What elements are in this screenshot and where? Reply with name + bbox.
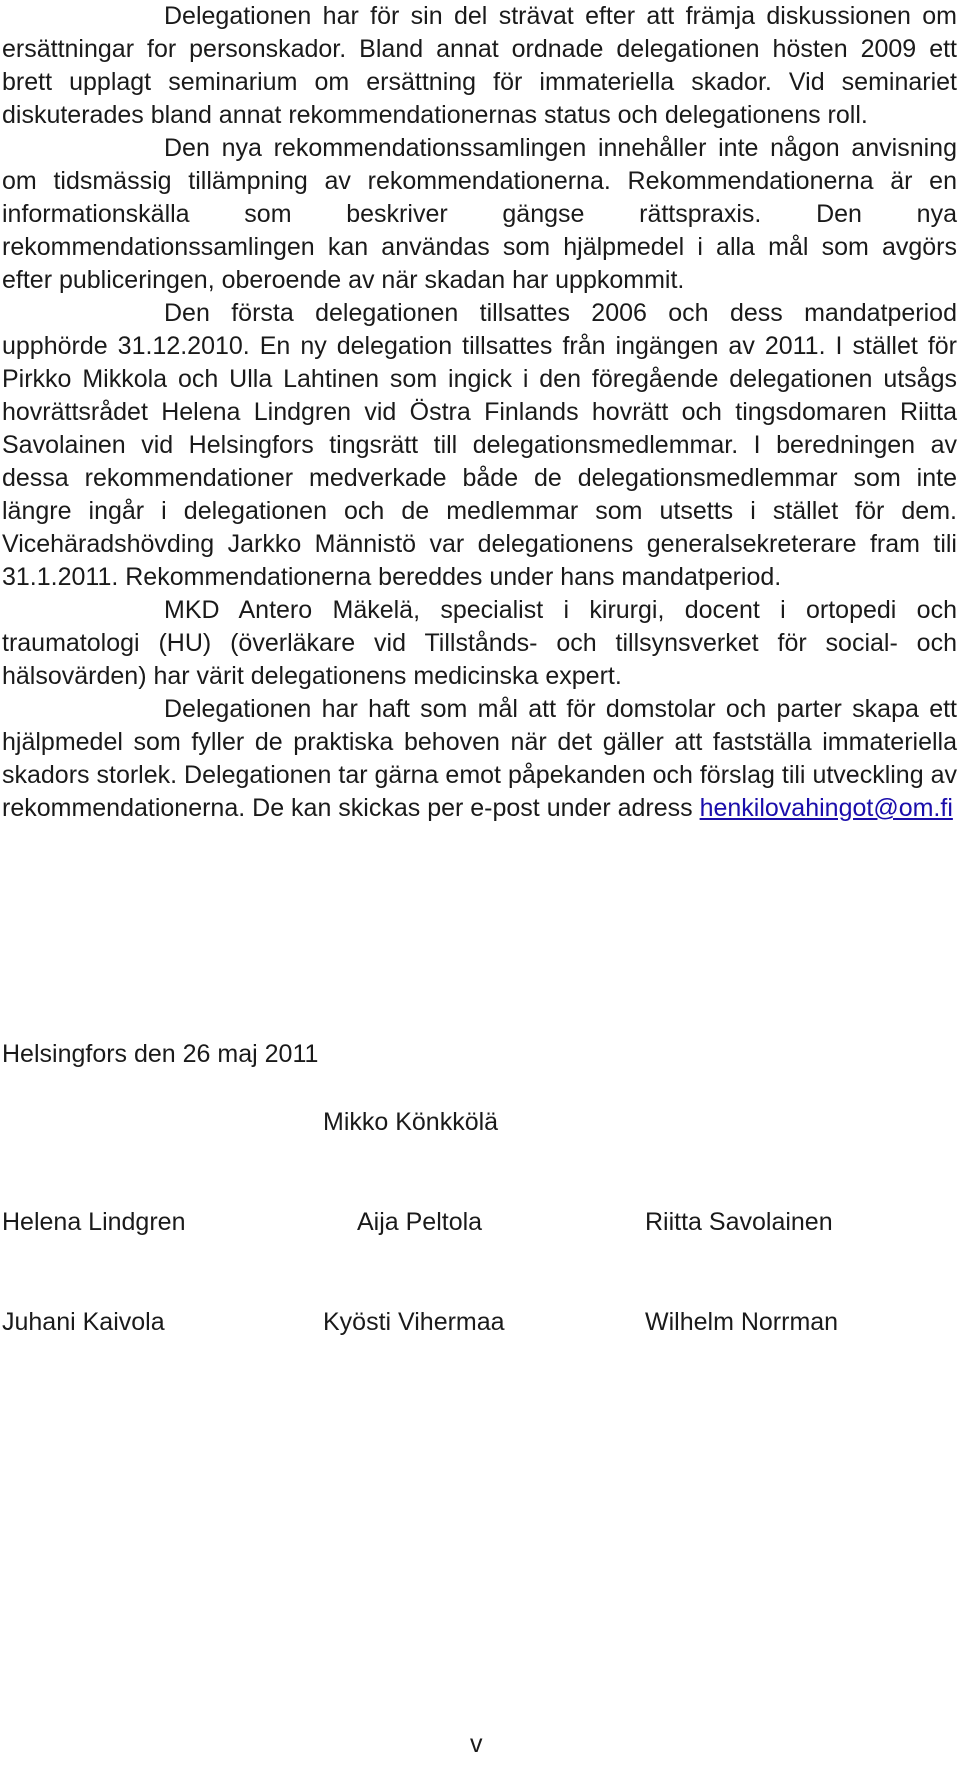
member-name: Aija Peltola (357, 1208, 483, 1236)
paragraph-delegation-members (2, 297, 957, 594)
paragraph-text: MKD Antero Mäkelä, specialist i kirurgi, docent i ortopedi och traumatologi (HU) (överläkare vid Tillstånds- och tillsynsverket för social- och hälsovärden) har värit delegationens medicinska expert. (2, 596, 957, 690)
paragraph-text: Delegationen har för sin del strävat efter att främja diskussionen om ersättningar for personskador. Bland annat ordnade delegationen hösten 2009 ett brett upplagt seminarium om ersättning för immateriella skador. Vid seminariet diskuterades bland annat rekommendationernas status och delegationens roll. (2, 2, 957, 129)
member-name: Wilhelm Norrman (645, 1308, 839, 1336)
page-number: v (470, 1730, 483, 1758)
document-body (2, 0, 957, 825)
email-link[interactable]: henkilovahingot@om.fi (699, 794, 953, 822)
paragraph-goal-and-contact (2, 693, 957, 825)
paragraph-medical-expert (2, 594, 957, 693)
chair-signature-name: Mikko Könkkölä (323, 1108, 499, 1136)
member-name: Riitta Savolainen (645, 1208, 833, 1236)
member-name: Kyösti Vihermaa (323, 1308, 505, 1336)
paragraph-text: Delegationen har haft som mål att för domstolar och parter skapa ett hjälpmedel som fyller de praktiska behoven när det gäller att fastställa immateriella skadors storlek. Delegationen tar gärna emot påpekanden och förslag tili utveckling av rekommendationerna. De kan skickas per e-post under adress (2, 695, 957, 822)
paragraph-text: Den första delegationen tillsattes 2006 och dess mandatperiod upphörde 31.12.2010. En ny delegation tillsattes från ingängen av 2011. I stället för Pirkko Mikkola och Ulla Lahtinen som ingick i den föregående delegationen utsågs hovrättsrådet Helena Lindgren vid Östra Finlands hovrätt och tingsdomaren Riitta Savolainen vid Helsingfors tingsrätt till delegationsmedlemmar. I beredningen av dessa rekommendationer medverkade både de delegationsmedlemmar som inte längre ingår i delegationen och de medlemmar som utsetts i stället för dem. Vicehäradshövding Jarkko Männistö var delegationens generalsekreterare fram tili 31.1.2011. Rekommendationerna bereddes under hans mandatperiod. (2, 299, 957, 591)
place-date: Helsingfors den 26 maj 2011 (2, 1040, 319, 1068)
member-name: Juhani Kaivola (2, 1308, 165, 1336)
paragraph-text: Den nya rekommendationssamlingen innehåller inte någon anvisning om tidsmässig tillämpning av rekommendationerna. Rekommendationerna är en informationskälla som beskriver gängse rättspraxis. Den nya rekommendationssamlingen kan användas som hjälpmedel i alla mål som avgörs efter publiceringen, oberoende av när skadan har uppkommit. (2, 134, 957, 294)
paragraph-recommendations (2, 132, 957, 297)
member-name: Helena Lindgren (2, 1208, 186, 1236)
paragraph-seminar (2, 0, 957, 132)
